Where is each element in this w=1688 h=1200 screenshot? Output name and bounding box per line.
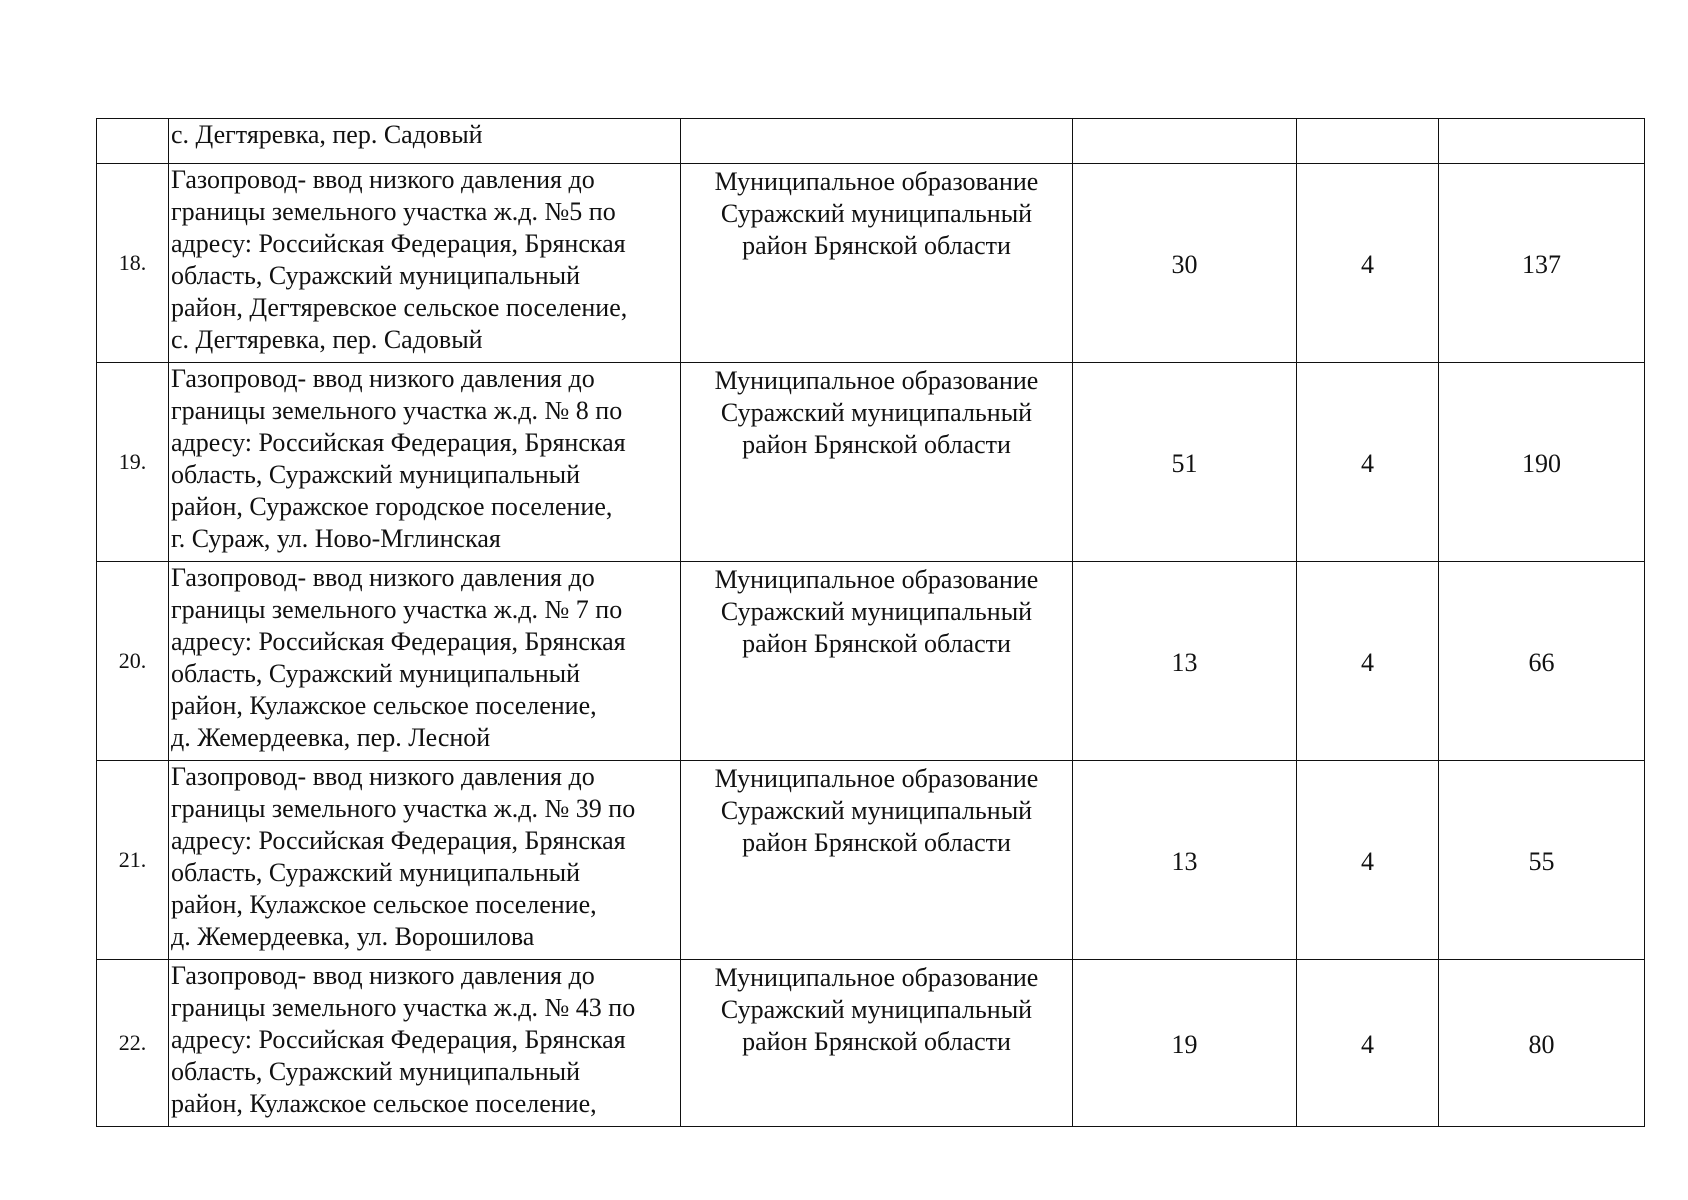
object-name-line: Газопровод- ввод низкого давления до: [171, 165, 595, 194]
area-cell: [1439, 960, 1645, 1127]
owner-line: Муниципальное образование: [714, 963, 1039, 992]
object-name-line: область, Суражский муниципальный: [171, 460, 581, 489]
object-name-line: адресу: Российская Федерация, Брянская: [171, 229, 626, 258]
row-number-cell: 22.: [97, 960, 169, 1127]
owner-line: Суражский муниципальный: [720, 796, 1033, 825]
object-name-line: с. Дегтяревка, пер. Садовый: [171, 325, 483, 354]
object-name-line: область, Суражский муниципальный: [171, 261, 581, 290]
object-name-line: с. Дегтяревка, пер. Садовый: [171, 120, 483, 149]
object-name-line: область, Суражский муниципальный: [171, 858, 581, 887]
area-cell: [1439, 363, 1645, 562]
object-name-line: адресу: Российская Федерация, Брянская: [171, 1025, 626, 1054]
owner-line: район Брянской области: [742, 231, 1011, 260]
diameter-value: 4: [1361, 648, 1374, 677]
diameter-value: 4: [1361, 1030, 1374, 1059]
object-name-line: адресу: Российская Федерация, Брянская: [171, 627, 626, 656]
area-value: 55: [1528, 847, 1555, 876]
object-name-line: район, Суражское городское поселение,: [171, 492, 613, 521]
object-name-line: Газопровод- ввод низкого давления до: [171, 563, 595, 592]
object-name-line: границы земельного участка ж.д. № 39 по: [171, 794, 636, 823]
object-name-line: д. Жемердеевка, пер. Лесной: [171, 723, 491, 752]
object-name-line: район, Кулажское сельское поселение,: [171, 890, 597, 919]
row-number-cell: 20.: [97, 562, 169, 761]
table-row: [97, 164, 1645, 363]
length-value: 19: [1171, 1030, 1198, 1059]
area-value: 190: [1522, 449, 1561, 478]
diameter-value: 4: [1361, 847, 1374, 876]
table-row: [97, 562, 1645, 761]
area-cell: [1439, 119, 1645, 164]
owner-line: Суражский муниципальный: [720, 199, 1033, 228]
owner-line: Суражский муниципальный: [720, 597, 1033, 626]
diameter-value: 4: [1361, 250, 1374, 279]
object-name-line: д. Жемердеевка, ул. Ворошилова: [171, 922, 535, 951]
object-name-line: г. Сураж, ул. Ново-Мглинская: [171, 524, 501, 553]
diameter-cell: [1297, 164, 1439, 363]
object-name-line: Газопровод- ввод низкого давления до: [171, 364, 595, 393]
length-cell: [1073, 562, 1297, 761]
object-name-line: район, Кулажское сельское поселение,: [171, 691, 597, 720]
owner-cell: [681, 164, 1073, 363]
owner-cell: [681, 761, 1073, 960]
table-row: [97, 761, 1645, 960]
object-name-cell: [169, 363, 681, 562]
area-value: 80: [1528, 1030, 1555, 1059]
row-number-cell: [97, 119, 169, 164]
object-name-cell: [169, 562, 681, 761]
owner-line: район Брянской области: [742, 1027, 1011, 1056]
area-cell: [1439, 761, 1645, 960]
owner-line: Суражский муниципальный: [720, 398, 1033, 427]
row-number-cell: 19.: [97, 363, 169, 562]
owner-cell: [681, 562, 1073, 761]
length-cell: [1073, 363, 1297, 562]
area-cell: [1439, 562, 1645, 761]
object-name-line: границы земельного участка ж.д. № 43 по: [171, 993, 636, 1022]
area-cell: [1439, 164, 1645, 363]
object-name-line: область, Суражский муниципальный: [171, 1057, 581, 1086]
row-number-cell: 21.: [97, 761, 169, 960]
owner-line: Муниципальное образование: [714, 366, 1039, 395]
owner-line: Муниципальное образование: [714, 167, 1039, 196]
length-value: 13: [1171, 648, 1198, 677]
diameter-value: 4: [1361, 449, 1374, 478]
object-name-line: границы земельного участка ж.д. № 7 по: [171, 595, 623, 624]
owner-line: Муниципальное образование: [714, 764, 1039, 793]
object-name-cell: [169, 119, 681, 164]
object-name-line: адресу: Российская Федерация, Брянская: [171, 428, 626, 457]
diameter-cell: [1297, 119, 1439, 164]
length-cell: [1073, 119, 1297, 164]
owner-cell: [681, 363, 1073, 562]
owner-line: Муниципальное образование: [714, 565, 1039, 594]
table-row-continuation: [97, 119, 1645, 164]
object-name-cell: [169, 164, 681, 363]
object-name-line: область, Суражский муниципальный: [171, 659, 581, 688]
area-value: 137: [1522, 250, 1561, 279]
table-row: [97, 960, 1645, 1127]
owner-cell: [681, 119, 1073, 164]
diameter-cell: [1297, 363, 1439, 562]
object-name-line: Газопровод- ввод низкого давления до: [171, 961, 595, 990]
length-cell: [1073, 164, 1297, 363]
object-name-cell: [169, 960, 681, 1127]
owner-cell: [681, 960, 1073, 1127]
length-cell: [1073, 761, 1297, 960]
length-value: 51: [1171, 449, 1198, 478]
table-row: [97, 363, 1645, 562]
owner-line: район Брянской области: [742, 430, 1011, 459]
owner-line: район Брянской области: [742, 828, 1011, 857]
length-value: 30: [1171, 250, 1198, 279]
object-name-line: адресу: Российская Федерация, Брянская: [171, 826, 626, 855]
object-name-line: границы земельного участка ж.д. № 8 по: [171, 396, 623, 425]
diameter-cell: [1297, 562, 1439, 761]
object-name-cell: [169, 761, 681, 960]
length-value: 13: [1171, 847, 1198, 876]
gas-pipeline-registry-table: [96, 118, 1645, 1127]
area-value: 66: [1528, 648, 1555, 677]
diameter-cell: [1297, 761, 1439, 960]
object-name-line: район, Дегтяревское сельское поселение,: [171, 293, 628, 322]
diameter-cell: [1297, 960, 1439, 1127]
object-name-line: Газопровод- ввод низкого давления до: [171, 762, 595, 791]
owner-line: район Брянской области: [742, 629, 1011, 658]
length-cell: [1073, 960, 1297, 1127]
row-number-cell: 18.: [97, 164, 169, 363]
owner-line: Суражский муниципальный: [720, 995, 1033, 1024]
object-name-line: район, Кулажское сельское поселение,: [171, 1089, 597, 1118]
object-name-line: границы земельного участка ж.д. №5 по: [171, 197, 616, 226]
